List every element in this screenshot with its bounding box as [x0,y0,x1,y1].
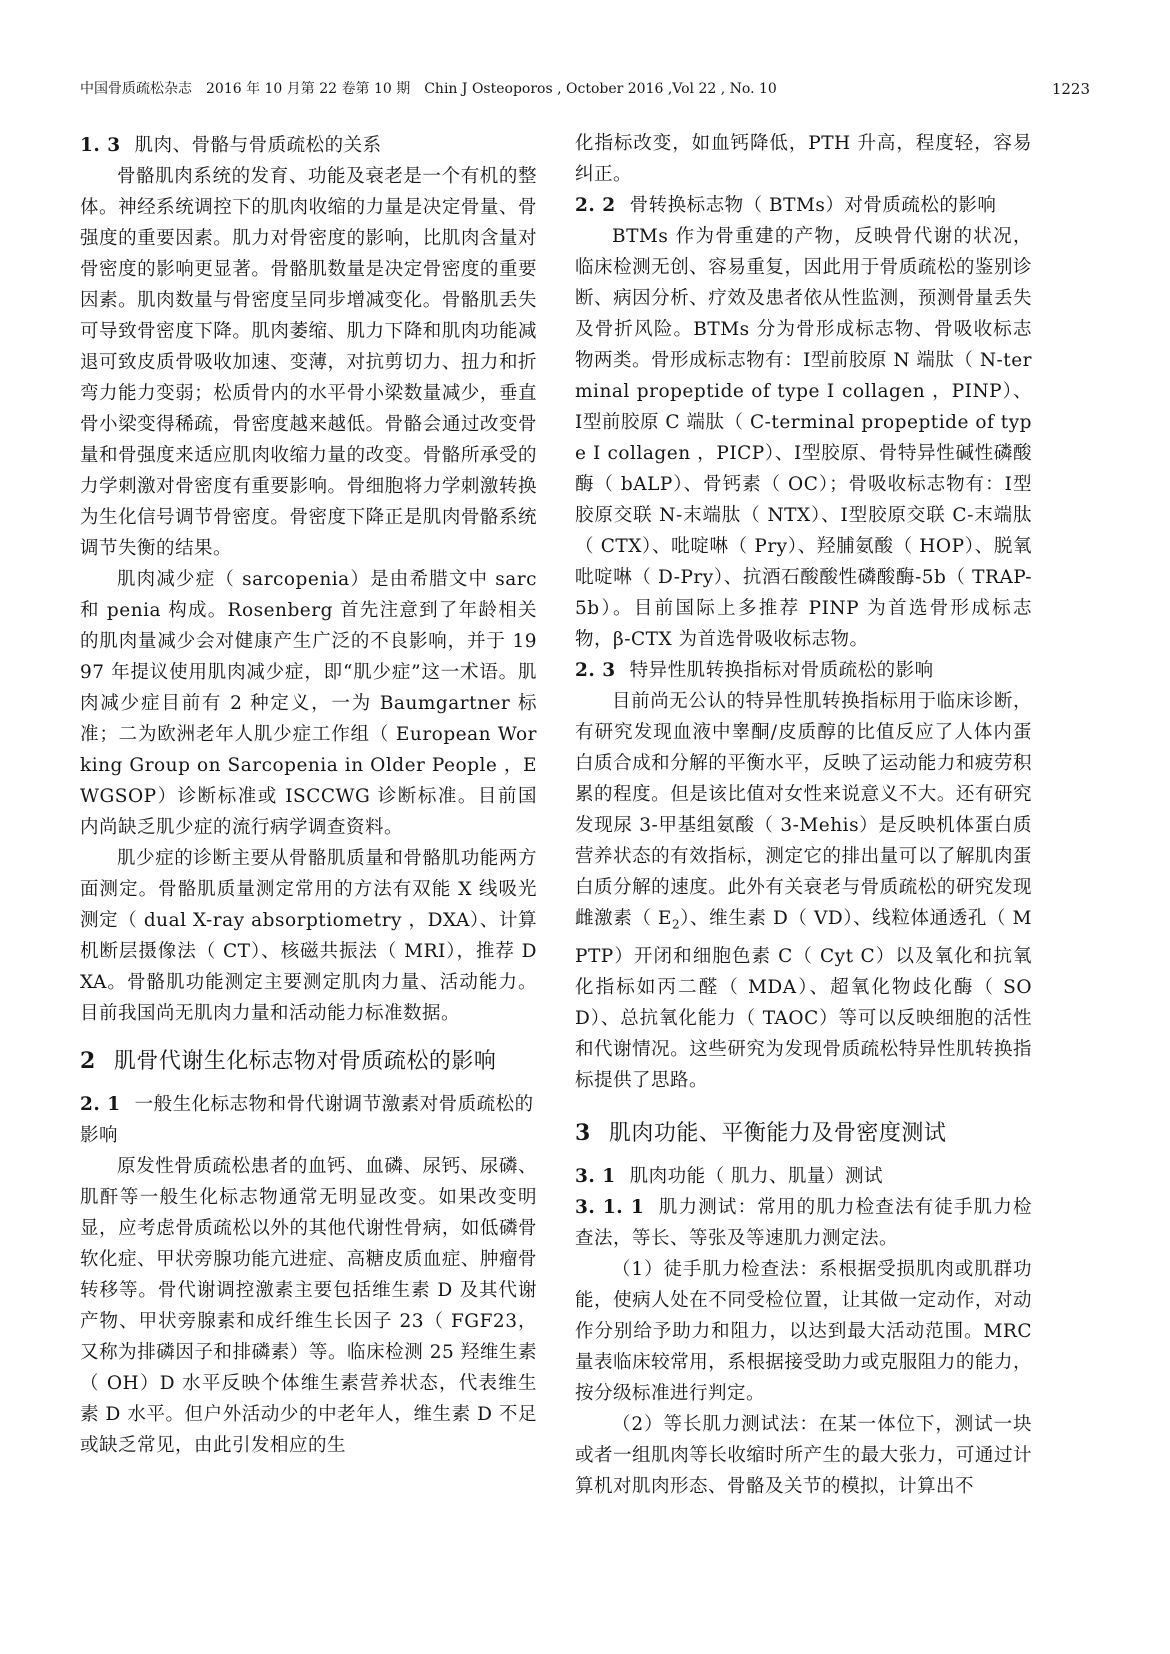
subsection-number: 3. 1. 1 [575,1196,645,1218]
paragraph: 肌肉减少症（ sarcopenia）是由希腊文中 sarc 和 penia 构成。Rosenberg 首先注意到了年龄相关的肌肉量减少会对健康产生广泛的不良影响，并于 1997 年提议使用肌肉减少症，即“肌少症”这一术语。肌肉减少症目前有 2 种定义，一为 Baumgartner 标准；二为欧洲老年人肌少症工作组（ European Working Group on Sarcopenia in Older People ，EWGSOP）诊断标准或 ISCCWG 诊断标准。目前国内尚缺乏肌少症的流行病学调查资料。 [80,569,537,838]
section-3-1-heading: 3. 1 肌肉功能（ 肌力、肌量）测试 [575,1165,884,1187]
section-2-3-heading: 2. 3 特异性肌转换指标对骨质疏松的影响 [575,660,934,681]
section-1-3-heading: 1. 3 肌肉、骨骼与骨质疏松的关系 [80,135,382,156]
paragraph: 肌少症的诊断主要从骨骼肌质量和骨骼肌功能两方面测定。骨骼肌质量测定常用的方法有双能 X 线吸光测定（ dual X-ray absorptiometry ，DXA）、计算机断层摄像法（ CT）、核磁共振法（ MRI），推荐 DXA。骨骼肌功能测定主要测定肌肉力量、活动能力。目前我国尚无肌肉力量和活动能力标准数据。 [80,848,537,1024]
paragraph: BTMs 作为骨重建的产物，反映骨代谢的状况，临床检测无创、容易重复，因此用于骨质疏松的鉴别诊断、病因分析、疗效及患者依从性监测，预测骨量丢失及骨折风险。BTMs 分为骨形成标志物、骨吸收标志物两类。骨形成标志物有：Ⅰ型前胶原 N 端肽（ N-terminal propeptide of type Ⅰ collagen ，PINP）、Ⅰ型前胶原 C 端肽（ C-terminal propeptide of type Ⅰ collagen ，PICP）、Ⅰ型胶原、骨特异性碱性磷酸酶（ bALP）、骨钙素（ OC）；骨吸收标志物有：Ⅰ型胶原交联 N-末端肽（ NTX）、Ⅰ型胶原交联 C-末端肽（ CTX）、吡啶啉（ Pry）、羟脯氨酸（ HOP）、脱氧吡啶啉（ D-Pry）、抗酒石酸酸性磷酸酶-5b（ TRAP-5b）。目前国际上多推荐 PINP 为首选骨形成标志物，β-CTX 为首选骨吸收标志物。 [575,226,1032,650]
paragraph: 目前尚无公认的特异性肌转换指标用于临床诊断，有研究发现血液中睾酮/皮质醇的比值反应了人体内蛋白质合成和分解的平衡水平，反映了运动能力和疲劳积累的程度。但是该比值对女性来说意义不大。还有研究发现尿 3-甲基组氨酸（ 3-Mehis）是反映机体蛋白质营养状态的有效指标，测定它的排出量可以了解肌肉蛋白质分解的速度。此外有关衰老与骨质疏松的研究发现雌激素（ $E_2$）、维生素 D（ VD）、线粒体通透孔（ MPTP）开闭和细胞色素 C（ Cyt C）以及氧化和抗氧化指标如丙二醛（ MDA）、超氧化物歧化酶（ SOD）、总抗氧化能力（ TAOC）等可以反映细胞的活性和代谢情况。这些研究为发现骨质疏松特异性肌转换指标提供了思路。 [575,691,1032,1091]
running-header [80,78,1090,100]
journal-citation: 中国骨质疏松杂志 2016 年 10 月第 22 卷第 10 期 Chin J Osteoporos , October 2016 ,Vol 22 , No. 10 [80,81,777,97]
left-column [80,128,537,1461]
paragraph: （2）等长肌力测试法：在某一体位下，测试一块或者一组肌肉等长收缩时所产生的最大张力，可通过计算机对肌肉形态、骨骼及关节的模拟，计算出不 [575,1413,1032,1497]
paragraph: 骨骼肌肉系统的发育、功能及衰老是一个有机的整体。神经系统调控下的肌肉收缩的力量是决定骨量、骨强度的重要因素。肌力对骨密度的影响，比肌肉含量对骨密度的影响更显著。骨骼肌数量是决定骨密度的重要因素。肌肉数量与骨密度呈同步增减变化。骨骼肌丢失可导致骨密度下降。肌肉萎缩、肌力下降和肌肉功能减退可致皮质骨吸收加速、变薄，对抗剪切力、扭力和折弯力能力变弱；松质骨内的水平骨小梁数量减少，垂直骨小梁变得稀疏，骨密度越来越低。骨骼会通过改变骨量和骨强度来适应肌肉收缩力量的改变。骨骼所承受的力学刺激对骨密度有重要影响。骨细胞将力学刺激转换为生化信号调节骨密度。骨密度下降正是肌肉骨骼系统调节失衡的结果。 [80,166,537,559]
paragraph: 3. 1. 1 肌力测试：常用的肌力检查法有徒手肌力检查法，等长、等张及等速肌力测定法。 [575,1196,1032,1249]
page-number: 1223 [1051,80,1090,98]
section-2-1-heading: 2. 1 一般生化标志物和骨代谢调节激素对骨质疏松的影响 [80,1094,534,1146]
paragraph-continued: 化指标改变，如血钙降低，PTH 升高，程度轻，容易纠正。 [575,133,1032,185]
section-2-2-heading: 2. 2 骨转换标志物（ BTMs）对骨质疏松的影响 [575,195,997,216]
section-3-heading: 3 肌肉功能、平衡能力及骨密度测试 [575,1119,947,1146]
paragraph: （1）徒手肌力检查法：系根据受损肌肉或肌群功能，使病人处在不同受检位置，让其做一定动作，对动作分别给予助力和阻力，以达到最大活动范围。MRC 量表临床较常用，系根据接受助力或克服阻力的能力，按分级标准进行判定。 [575,1258,1032,1404]
right-column [575,128,1032,1502]
section-2-heading: 2 肌骨代谢生化标志物对骨质疏松的影响 [80,1048,497,1074]
paragraph: 原发性骨质疏松患者的血钙、血磷、尿钙、尿磷、肌酐等一般生化标志物通常无明显改变。如果改变明显，应考虑骨质疏松以外的其他代谢性骨病，如低磷骨软化症、甲状旁腺功能亢进症、高糖皮质血症、肿瘤骨转移等。骨代谢调控激素主要包括维生素 D 及其代谢产物、甲状旁腺素和成纤维生长因子 23（ FGF23，又称为排磷因子和排磷素）等。临床检测 25 羟维生素（ OH）D 水平反映个体维生素营养状态，代表维生素 D 水平。但户外活动少的中老年人，维生素 D 不足或缺乏常见，由此引发相应的生 [80,1156,537,1456]
